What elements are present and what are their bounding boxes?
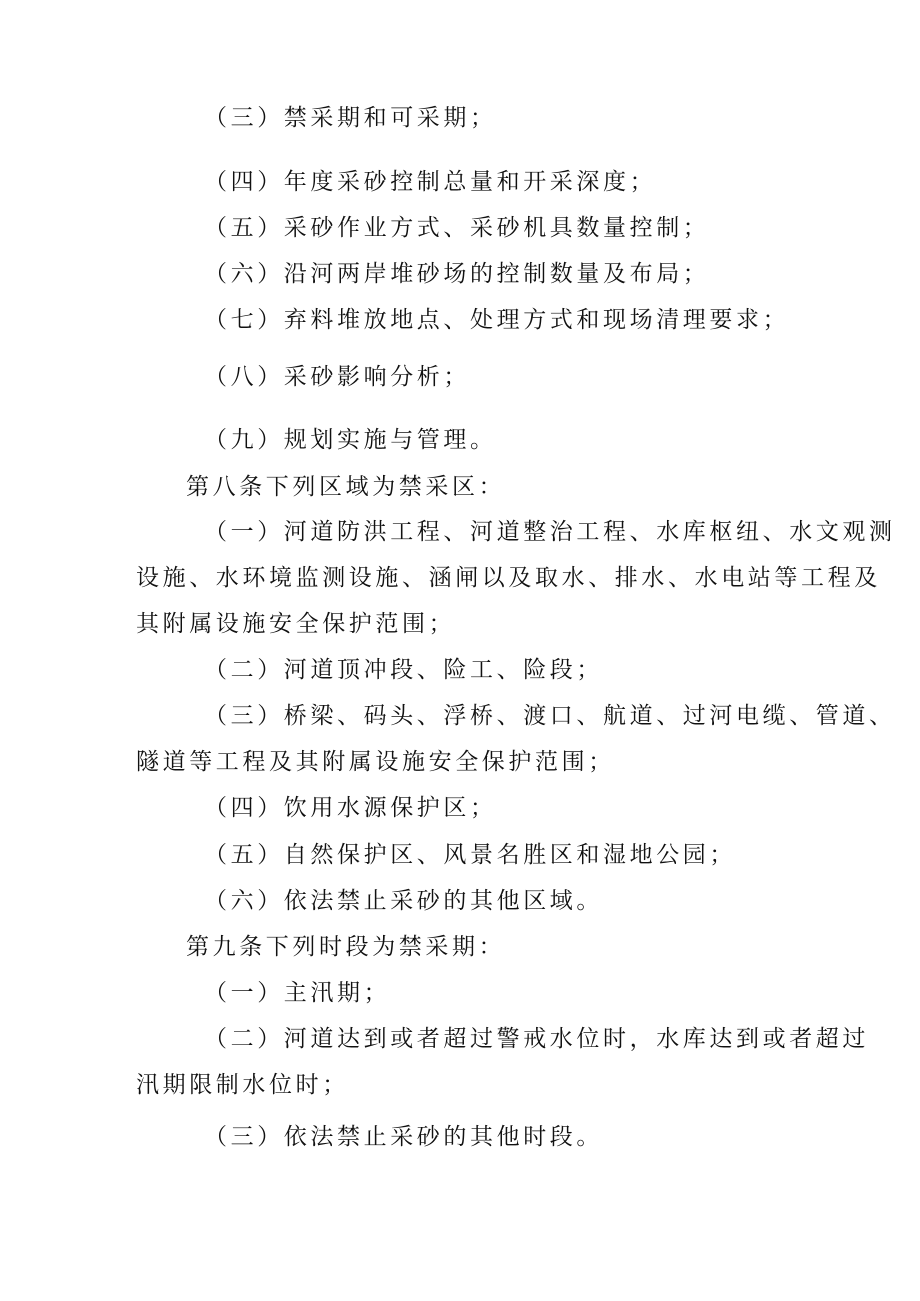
a8-item-1-line-1: （一）河道防洪工程、河道整治工程、水库枢纽、水文观测 (204, 519, 896, 545)
a9-item-2-line-2: 汛期限制水位时； (136, 1072, 349, 1098)
a8-item-1-line-3: 其附属设施安全保护范围； (136, 611, 456, 637)
a8-item-4: （四）饮用水源保护区； (204, 795, 497, 821)
article-8-heading: 第八条下列区域为禁采区： (186, 474, 506, 500)
item-3-prohibited-periods: （三）禁采期和可采期； (204, 105, 497, 131)
item-6-sand-yards: （六）沿河两岸堆砂场的控制数量及布局； (204, 261, 710, 287)
a8-item-3-line-1: （三）桥梁、码头、浮桥、渡口、航道、过河电缆、管道、 (204, 703, 896, 729)
a8-item-3-line-2: 隧道等工程及其附属设施安全保护范围； (136, 749, 615, 775)
item-9-implementation: （九）规划实施与管理。 (204, 427, 497, 453)
a8-item-5: （五）自然保护区、风景名胜区和湿地公园； (204, 842, 736, 868)
a8-item-6: （六）依法禁止采砂的其他区域。 (204, 888, 603, 914)
article-9-heading: 第九条下列时段为禁采期： (186, 934, 506, 960)
item-5-operation-mode: （五）采砂作业方式、采砂机具数量控制； (204, 215, 710, 241)
a9-item-3: （三）依法禁止采砂的其他时段。 (204, 1124, 603, 1150)
a9-item-2-line-1: （二）河道达到或者超过警戒水位时，水库达到或者超过 (204, 1026, 869, 1052)
item-4-annual-control: （四）年度采砂控制总量和开采深度； (204, 169, 657, 195)
item-8-impact-analysis: （八）采砂影响分析； (204, 364, 470, 390)
a8-item-1-line-2: 设施、水环境监测设施、涵闸以及取水、排水、水电站等工程及 (136, 565, 881, 591)
a9-item-1: （一）主汛期； (204, 980, 391, 1006)
a8-item-2: （二）河道顶冲段、险工、险段； (204, 657, 603, 683)
item-7-waste-disposal: （七）弃料堆放地点、处理方式和现场清理要求； (204, 307, 790, 333)
